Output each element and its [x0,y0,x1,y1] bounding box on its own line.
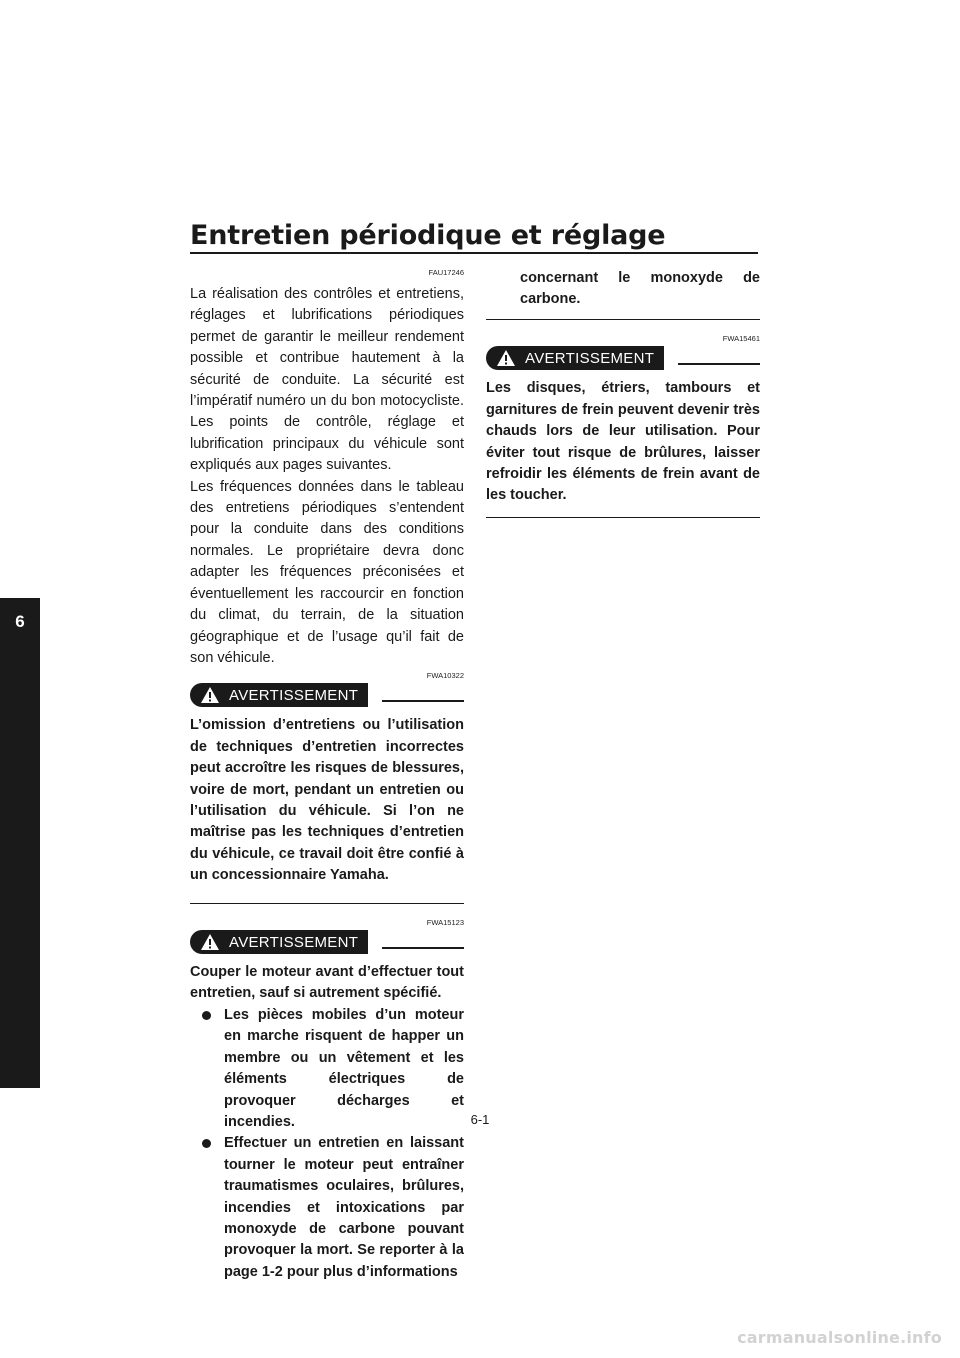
warning-3-rule [678,363,760,365]
warning-3-label: AVERTISSEMENT [525,349,655,367]
warning-2-header [190,930,464,956]
warning-triangle-icon [200,686,220,704]
warning-1-text: L’omission d’entretiens ou l’utilisation de techniques d’entretien incorrectes peut accroître les risques de blessures, voire de mort, pendant un entretien ou l’utilisation du véhicule. Si l’on ne maîtrise pas les techniques d’entretien du véhicule, ce travail doit être confié à un concessionnaire Yamaha. [190,717,464,884]
bullet-continuation: concernant le monoxyde de carbone. [520,270,760,308]
title-rule [190,252,758,254]
warning-triangle-icon [496,349,516,367]
warning-2-bullet-list [190,1005,464,1283]
chapter-tab [0,598,40,1088]
warning-triangle-icon [200,933,220,951]
warning-1-label: AVERTISSEMENT [229,686,359,704]
warning-3-badge [486,346,664,370]
page-number: 6-1 [470,1112,490,1127]
warning-1-end-rule [190,903,464,905]
section-code: FAU17246 [428,268,464,277]
warning-1-header [190,683,464,709]
intro-paragraph-2: Les fréquences données dans le tableau des entretiens périodiques s’entendent pour la conduite dans des conditions normales. Le propriétaire devra donc adapter les fréquences préconisées et éventuellement les raccourcir en fonction du climat, du terrain, de la situation géographique et de l’usage qu’il fait de son véhicule. [190,478,464,666]
warning-2-badge [190,930,368,954]
left-column [190,268,464,1283]
warning-2-code: FWA15123 [426,918,464,928]
warning-1-badge [190,683,368,707]
page-title: Entretien périodique et réglage [190,220,666,251]
warning-3-end-rule [486,517,760,519]
warning-2-end-rule [486,319,760,321]
warning-2-label: AVERTISSEMENT [229,933,359,951]
warning-3-text: Les disques, étriers, tambours et garnitures de frein peuvent devenir très chauds lors de leur utilisation. Pour éviter tout risque de brûlures, laisser refroidir les éléments de frein avant de les toucher. [486,380,760,504]
warning-2-rule [382,947,464,949]
intro-paragraph-1: La réalisation des contrôles et entretiens, réglages et lubrifications périodiques permet de garantir le meilleur rendement possible et contribue hautement à la sécurité de conduite. La sécurité est l’impératif numéro un du bon motocycliste. Les points de contrôle, réglage et lubrification principaux du véhicule sont expliqués aux pages suivantes. [190,286,464,474]
list-item: Les pièces mobiles d’un moteur en marche risquent de happer un membre ou un vêtement et les éléments électriques de provoquer décharges et incendies. [190,1005,464,1133]
right-column [486,268,760,518]
warning-2-lead: Couper le moteur avant d’effectuer tout entretien, sauf si autrement spécifié. [190,964,464,1002]
warning-1-rule [382,700,464,702]
watermark[interactable]: carmanualsonline.info [737,1328,942,1347]
list-item: Effectuer un entretien en laissant tourner le moteur peut entraîner traumatismes oculaires, brûlures, incendies et intoxications par monoxyde de carbone pouvant provoquer la mort. Se reporter à la page 1-2 pour plus d’informations [190,1133,464,1283]
warning-1-code: FWA10322 [426,671,464,681]
warning-3-code: FWA15461 [722,334,760,344]
chapter-number: 6 [15,612,25,631]
warning-3-header [486,346,760,372]
